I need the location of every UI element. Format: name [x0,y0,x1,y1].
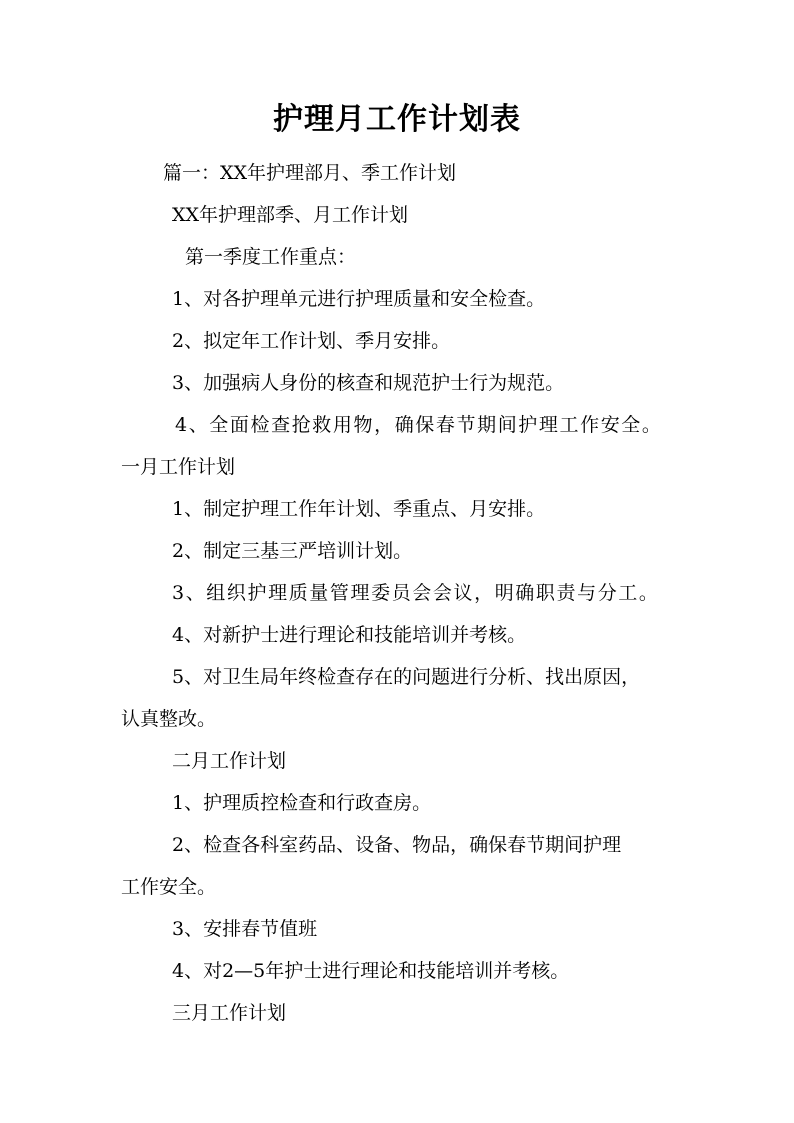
month-heading: 三月工作计划 [172,1002,287,1024]
subtitle: XX年护理部季、月工作计划 [172,204,409,226]
section-heading: 篇一：XX年护理部月、季工作计划 [163,162,457,184]
list-item: 3、安排春节值班 [172,918,318,940]
quarter-heading: 第一季度工作重点： [185,246,357,268]
list-item: 1、制定护理工作年计划、季重点、月安排。 [172,498,546,520]
list-item: 1、护理质控检查和行政查房。 [172,792,432,814]
list-item-continuation: 认真整改。 [121,708,217,730]
list-item: 3、组织护理质量管理委员会会议，明确职责与分工。 [172,582,660,604]
list-item: 2、拟定年工作计划、季月安排。 [172,330,451,352]
document-title: 护理月工作计划表 [273,102,521,137]
list-item: 4、对2—5年护士进行理论和技能培训并考核。 [172,960,570,982]
list-item-continuation: 工作安全。 [121,876,217,898]
list-item: 3、加强病人身份的核查和规范护士行为规范。 [172,372,565,394]
month-heading: 二月工作计划 [172,750,287,772]
list-item: 5、对卫生局年终检查存在的问题进行分析、找出原因， [172,666,641,688]
list-item: 1、对各护理单元进行护理质量和安全检查。 [172,288,546,310]
list-item: 2、检查各科室药品、设备、物品，确保春节期间护理 [172,834,622,856]
list-item: 2、制定三基三严培训计划。 [172,540,413,562]
list-item: 4、对新护士进行理论和技能培训并考核。 [172,624,527,646]
month-heading: 一月工作计划 [121,456,236,478]
list-item: 4、全面检查抢救用物，确保春节期间护理工作安全。 [175,414,663,436]
